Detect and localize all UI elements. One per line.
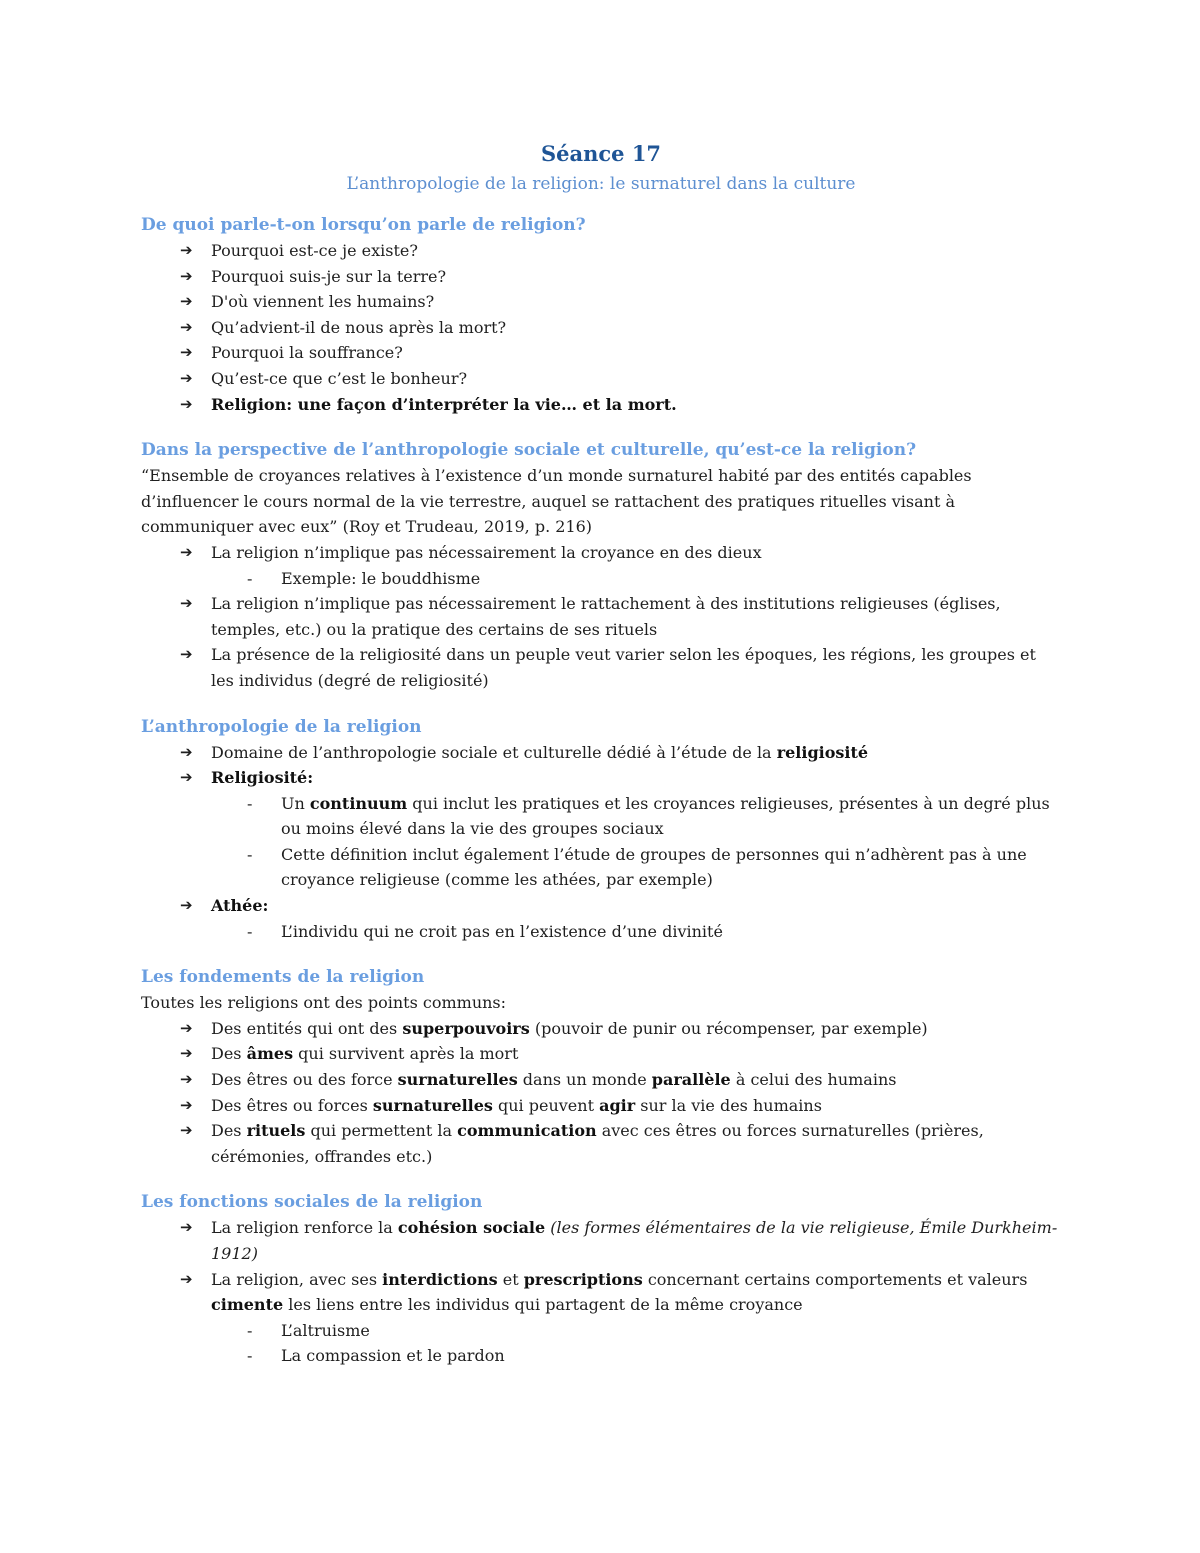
list-item [180, 591, 1061, 642]
text-run: surnaturelles [372, 1095, 493, 1115]
text-run: Des êtres ou forces [211, 1095, 373, 1115]
sub-list-item [247, 842, 1061, 893]
text-run: sur la vie des humains [635, 1095, 822, 1115]
list-item [180, 238, 1061, 264]
text-run: religiosité [776, 742, 869, 762]
text-run: La religion n’implique pas nécessairement le rattachement à des institutions religieuses (églises, temples, etc.) ou la pratique des certains de ses rituels [211, 594, 1001, 639]
text-run: La religion, avec ses [211, 1269, 383, 1289]
sub-list-item [247, 791, 1061, 842]
arrow-icon: ➔ [180, 542, 193, 561]
text-run: Des [211, 1121, 247, 1141]
arrow-icon: ➔ [180, 292, 193, 311]
text-run: surnaturelles [397, 1070, 518, 1090]
list-item [180, 1118, 1061, 1169]
arrow-icon: ➔ [180, 241, 193, 259]
page-title: Séance 17 [540, 141, 662, 166]
text-run: continuum [309, 793, 408, 813]
arrow-icon: ➔ [180, 768, 193, 787]
dash-icon: - [247, 568, 253, 588]
arrow-icon: ➔ [180, 594, 193, 613]
section-definition [141, 437, 1061, 693]
arrow-icon: ➔ [180, 645, 193, 664]
text-run: qui permettent la [305, 1121, 458, 1141]
text-run: Exemple: le bouddhisme [281, 568, 481, 588]
sub-list-item [247, 919, 1061, 945]
text-run: agir [599, 1095, 636, 1115]
arrow-icon: ➔ [180, 368, 193, 387]
list-item [180, 340, 1061, 366]
text-run: Cette définition inclut également l’étude de groupes de personnes qui n’adhèrent pas à une croyance religieuse (comme les athées, par exemple) [281, 844, 1027, 890]
list-item [180, 1267, 1061, 1369]
arrow-icon: ➔ [180, 343, 193, 362]
text-run: cohésion sociale [397, 1218, 546, 1238]
list-item [180, 289, 1061, 315]
sub-list-item [247, 566, 1061, 592]
dash-icon: - [247, 793, 253, 813]
section-heading: L’anthropologie de la religion [141, 716, 422, 737]
section-social-functions [141, 1189, 1061, 1369]
text-run: Des entités qui ont des [211, 1018, 403, 1038]
text-run: L’altruisme [281, 1320, 370, 1340]
document-page [141, 138, 1061, 1389]
dash-list [211, 566, 1061, 592]
section-foundations [141, 964, 1061, 1169]
text-run: dans un monde [517, 1070, 652, 1090]
text-run: (pouvoir de punir ou récompenser, par exemple) [529, 1018, 928, 1038]
section-heading: Les fondements de la religion [141, 967, 425, 988]
sub-list-item [247, 1318, 1061, 1344]
list-item [180, 1215, 1061, 1266]
list-item [180, 1067, 1061, 1093]
text-run: Qu’advient-il de nous après la mort? [211, 317, 507, 337]
arrow-icon: ➔ [180, 742, 193, 761]
arrow-icon: ➔ [180, 1269, 193, 1288]
section-anthropology [141, 714, 1061, 945]
arrow-icon: ➔ [180, 896, 193, 915]
arrow-icon: ➔ [180, 1121, 193, 1140]
list-item [180, 315, 1061, 341]
text-run: Pourquoi la souffrance? [211, 343, 403, 363]
arrow-list [141, 740, 1061, 945]
sub-list-item [247, 1343, 1061, 1369]
section-heading: Dans la perspective de l’anthropologie sociale et culturelle, qu’est-ce la religion? [141, 440, 917, 461]
text-run: La religion n’implique pas nécessairement la croyance en des dieux [211, 542, 762, 562]
text-run: prescriptions [523, 1269, 643, 1289]
section-heading: Les fonctions sociales de la religion [141, 1192, 483, 1213]
dash-list [211, 791, 1061, 893]
text-run: Des [211, 1044, 247, 1064]
text-run: Pourquoi suis-je sur la terre? [211, 266, 447, 286]
text-run: avec ces êtres ou forces surnaturelles (prières, cérémonies, offrandes etc.) [211, 1121, 984, 1166]
text-run: rituels [246, 1121, 306, 1141]
text-run: concernant certains comportements et valeurs [642, 1269, 1028, 1289]
list-item [180, 540, 1061, 591]
list-item [180, 264, 1061, 290]
text-run: Des êtres ou des force [211, 1070, 398, 1090]
text-run: (les formes élémentaires de la vie religieuse, Émile Durkheim- 1912) [211, 1218, 1058, 1263]
list-item [180, 1016, 1061, 1042]
list-item [180, 1041, 1061, 1067]
text-run: Pourquoi est-ce je existe? [211, 241, 418, 260]
list-item [180, 740, 1061, 766]
list-item [180, 392, 1061, 418]
text-run: Religiosité: [211, 768, 314, 788]
text-run: qui peuvent [492, 1095, 600, 1115]
arrow-icon: ➔ [180, 1018, 193, 1037]
arrow-list [141, 238, 1061, 417]
dash-icon: - [247, 921, 253, 941]
dash-icon: - [247, 844, 253, 864]
list-item [180, 893, 1061, 944]
text-run: qui survivent après la mort [293, 1044, 519, 1064]
list-item [180, 1093, 1061, 1119]
arrow-icon: ➔ [180, 1095, 193, 1114]
dash-list [211, 919, 1061, 945]
text-run: Qu’est-ce que c’est le bonheur? [211, 368, 468, 388]
text-run: superpouvoirs [402, 1018, 530, 1038]
text-run: et [497, 1269, 524, 1289]
text-run: à celui des humains [730, 1070, 897, 1090]
text-run: cimente [211, 1295, 284, 1315]
arrow-list [141, 1215, 1061, 1369]
arrow-list [141, 540, 1061, 694]
arrow-icon: ➔ [180, 1218, 193, 1237]
dash-icon: - [247, 1320, 253, 1340]
definition-quote: “Ensemble de croyances relatives à l’existence d’un monde surnaturel habité par des entités capables d’influencer le cours normal de la vie terrestre, auquel se rattachent des pratiques rituelles visant à communiquer avec eux” (Roy et Trudeau, 2019, p. 216) [141, 466, 972, 537]
text-run: L’individu qui ne croit pas en l’existence d’une divinité [281, 921, 723, 941]
page-subtitle: L’anthropologie de la religion: le surnaturel dans la culture [346, 174, 856, 194]
text-run: qui inclut les pratiques et les croyances religieuses, présentes à un degré plus ou moins élevé dans la vie des groupes sociaux [281, 793, 1050, 839]
text-run: D'où viennent les humains? [211, 292, 435, 312]
text-run: interdictions [382, 1269, 498, 1289]
arrow-icon: ➔ [180, 1070, 193, 1089]
text-run: communication [457, 1121, 597, 1141]
text-run: les liens entre les individus qui partagent de la même croyance [283, 1295, 803, 1315]
text-run: La religion renforce la [211, 1218, 398, 1238]
arrow-icon: ➔ [180, 317, 193, 336]
text-run: La présence de la religiosité dans un peuple veut varier selon les époques, les régions, les groupes et les individus (degré de religiosité) [211, 645, 1036, 690]
text-run: La compassion et le pardon [281, 1346, 505, 1366]
section-questions [141, 212, 1061, 417]
text-run: parallèle [651, 1070, 731, 1090]
arrow-list [141, 1016, 1061, 1170]
list-item [180, 366, 1061, 392]
arrow-icon: ➔ [180, 266, 193, 285]
section-intro: Toutes les religions ont des points communs: [141, 993, 507, 1013]
dash-list [211, 1318, 1061, 1369]
list-item [180, 765, 1061, 893]
text-run: Domaine de l’anthropologie sociale et culturelle dédié à l’étude de la [211, 742, 777, 762]
list-item [180, 642, 1061, 693]
text-run: Un [281, 793, 310, 813]
section-heading: De quoi parle-t-on lorsqu’on parle de religion? [141, 215, 586, 235]
text-run: Religion: une façon d’interpréter la vie… et la mort. [211, 394, 677, 414]
arrow-icon: ➔ [180, 1044, 193, 1063]
text-run: âmes [246, 1044, 294, 1064]
dash-icon: - [247, 1346, 253, 1366]
text-run: Athée: [211, 896, 269, 916]
arrow-icon: ➔ [180, 394, 193, 413]
